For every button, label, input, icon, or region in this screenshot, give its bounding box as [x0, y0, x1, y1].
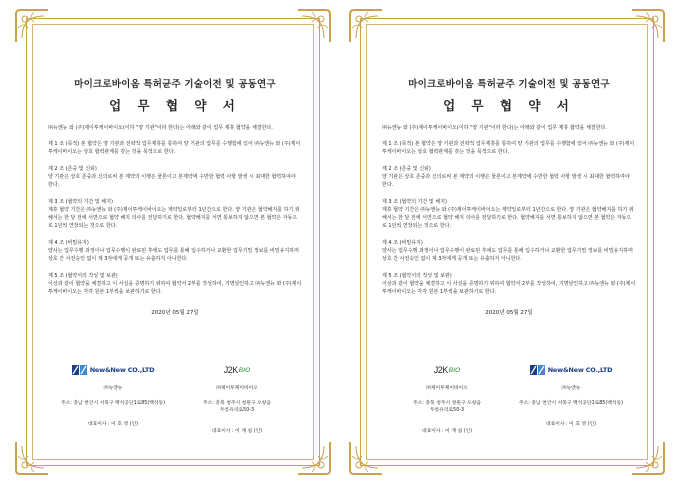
party-representative: 대표이사 : 이 호 영 (인)	[545, 422, 597, 427]
article-body: 제휴 협약 기간은 ㈜뉴앤뉴 와 (주)제이투케이바이오는 계약일로부터 1년간으로 한다. 양 기관은 협약해지를 하기 위해서는 한 달 전에 서면으로 협약 해지 의사를 전달하기로 한다. 협약해지를 서면 통보하지 않으면 본 협약은 자동으로 1년씩 연장되는 것으로 한다.	[382, 207, 634, 229]
article-heading: 제 5 조 (협약서의 작성 및 보관)	[48, 273, 118, 279]
article-heading: 제 4 조 (비밀유지)	[382, 240, 423, 246]
document-subtitle: 마이크로바이옴 특허균주 기술이전 및 공동연구	[408, 79, 610, 90]
document-title: 업 무 협 약 서	[109, 98, 241, 113]
party-newnew	[48, 360, 178, 428]
party-representative: 대표이사 : 이 재 섭 (인)	[421, 429, 473, 434]
party-name: ㈜뉴앤뉴	[103, 386, 123, 391]
agreement-document-left	[14, 8, 332, 476]
article-body: 제휴 협약 기간은 ㈜뉴앤뉴 와 (주)제이투케이바이오는 계약일로부터 1년간으로 한다. 양 기관은 협약해지를 하기 위해서는 한 달 전에 서면으로 협약 해지 의사를 전달하기로 한다. 협약해지를 서면 통보하지 않으면 본 협약은 자동으로 1년씩 연장되는 것으로 한다.	[48, 207, 300, 229]
article-1	[48, 140, 302, 156]
party-name: ㈜제이투케이바이오	[426, 386, 468, 391]
article-heading: 제 3 조 (협약의 기간 및 해지)	[382, 199, 447, 205]
intro-paragraph: ㈜뉴앤뉴 와 (주)제이투케이바이오(이하 "양 기관"이라 한다)는 아래와 같이 업무 제휴 협약을 체결한다.	[48, 125, 273, 131]
party-address: 주소: 충남 천안시 서북구 백석공단1로85(백석동)	[60, 401, 166, 406]
ornament-corner-icon	[14, 8, 50, 44]
article-body: 이상과 같이 협약을 체결하고 이 사실을 증명하기 위하여 협약서 2부를 작성하여, 기명날인하고 ㈜뉴앤뉴 와 (주)제이투케이바이오는 각각 원본 1부씩을 보관하기로 한다.	[48, 281, 302, 295]
article-3	[48, 198, 302, 230]
article-body: 양 기관은 상호 존중과 신의로써 본 계약의 이행은 물론이고 본계약에 수반한 협력 사항 발생 시 최대한 협력하여야 한다.	[382, 174, 630, 188]
article-heading: 제 1 조 (목적) 본 협약은 양 기관과 전략적 업무제휴를 통하여 양 기관의 업무를 수행함에 있어 ㈜뉴앤뉴 와 (주)제이투케이바이오는 상호 협력관계를 갖는 것을 목적으로 한다.	[48, 141, 301, 155]
j2k-logo-text: J2K	[433, 364, 448, 375]
newnew-mark-icon	[72, 364, 88, 376]
intro-paragraph: ㈜뉴앤뉴 와 (주)제이투케이바이오(이하 "양 기관"이라 한다)는 아래와 같이 업무 제휴 협약을 체결한다.	[382, 125, 607, 131]
party-newnew	[506, 360, 636, 428]
j2k-logo-sub: BIO	[448, 365, 461, 374]
ornament-corner-icon	[296, 8, 332, 44]
signing-date: 2020년 05월 27일	[151, 310, 199, 316]
party-name: ㈜제이투케이바이오	[216, 386, 258, 391]
article-4	[48, 239, 302, 263]
article-2	[382, 165, 636, 189]
agreement-document-right	[348, 8, 666, 476]
signature-block	[48, 360, 302, 440]
party-name: ㈜뉴앤뉴	[561, 386, 581, 391]
article-heading: 제 5 조 (협약서의 작성 및 보관)	[382, 273, 452, 279]
newnew-logo	[48, 360, 178, 380]
article-body: 양사는 업무수행 과정이나 업무수행이 완료된 후에도 업무를 통해 입수하거나 교환한 업무기밀 정보를 비밀유지하며 상호 간 사전승인 없이 제 3자에게 공개 또는 유출하지 아니한다.	[48, 248, 299, 262]
ornament-corner-icon	[348, 8, 384, 44]
newnew-logo-text: New&New CO.,LTD	[547, 365, 613, 374]
j2kbio-logo	[172, 360, 302, 380]
newnew-logo	[506, 360, 636, 380]
party-representative: 대표이사 : 이 재 섭 (인)	[211, 429, 263, 434]
party-representative: 대표이사 : 이 호 영 (인)	[87, 422, 139, 427]
article-heading: 제 2 조 (존중 및 신뢰)	[382, 166, 431, 172]
j2k-logo-text: J2K	[223, 364, 238, 375]
article-3	[382, 198, 636, 230]
party-address: 주소: 충남 천안시 서북구 백석공단1로85(백석동)	[518, 401, 624, 406]
article-heading: 제 1 조 (목적) 본 협약은 양 기관과 전략적 업무제휴를 통하여 양 기관의 업무를 수행함에 있어 ㈜뉴앤뉴 와 (주)제이투케이바이오는 상호 협력관계를 갖는 것을 목적으로 한다.	[382, 141, 635, 155]
j2kbio-logo	[382, 360, 512, 380]
ornament-corner-icon	[14, 440, 50, 476]
article-body: 양사는 업무수행 과정이나 업무수행이 완료된 후에도 업무를 통해 입수하거나 교환한 업무기밀 정보를 비밀유지하며 상호 간 사전승인 없이 제 3자에게 공개 또는 유출하지 아니한다.	[382, 248, 633, 262]
newnew-mark-icon	[530, 364, 546, 376]
document-subtitle: 마이크로바이옴 특허균주 기술이전 및 공동연구	[74, 79, 276, 90]
article-5	[382, 272, 636, 296]
article-body: 이상과 같이 협약을 체결하고 이 사실을 증명하기 위하여 협약서 2부를 작성하여, 기명날인하고 ㈜뉴앤뉴 와 (주)제이투케이바이오는 각각 원본 1부씩을 보관하기로 한다.	[382, 281, 636, 295]
article-1	[382, 140, 636, 156]
ornament-corner-icon	[630, 440, 666, 476]
document-body	[382, 76, 636, 316]
ornament-corner-icon	[630, 8, 666, 44]
article-heading: 제 2 조 (존중 및 신뢰)	[48, 166, 97, 172]
article-heading: 제 3 조 (협약의 기간 및 해지)	[48, 199, 113, 205]
article-2	[48, 165, 302, 189]
article-4	[382, 239, 636, 263]
party-address: 주소: 충북 청주시 청원구 오창읍 두릉유리로50-3	[203, 401, 271, 413]
ornament-corner-icon	[348, 440, 384, 476]
newnew-logo-text: New&New CO.,LTD	[89, 365, 155, 374]
article-heading: 제 4 조 (비밀유지)	[48, 240, 89, 246]
party-j2kbio	[382, 360, 512, 435]
ornament-corner-icon	[296, 440, 332, 476]
article-body: 양 기관은 상호 존중과 신의로써 본 계약의 이행은 물론이고 본계약에 수반한 협력 사항 발생 시 최대한 협력하여야 한다.	[48, 174, 296, 188]
document-title: 업 무 협 약 서	[443, 98, 575, 113]
signature-block	[382, 360, 636, 440]
article-5	[48, 272, 302, 296]
document-body	[48, 76, 302, 316]
party-address: 주소: 충북 청주시 청원구 오창읍 두릉유리로50-3	[413, 401, 481, 413]
party-j2kbio	[172, 360, 302, 435]
j2k-logo-sub: BIO	[238, 365, 251, 374]
signing-date: 2020년 05월 27일	[485, 310, 533, 316]
